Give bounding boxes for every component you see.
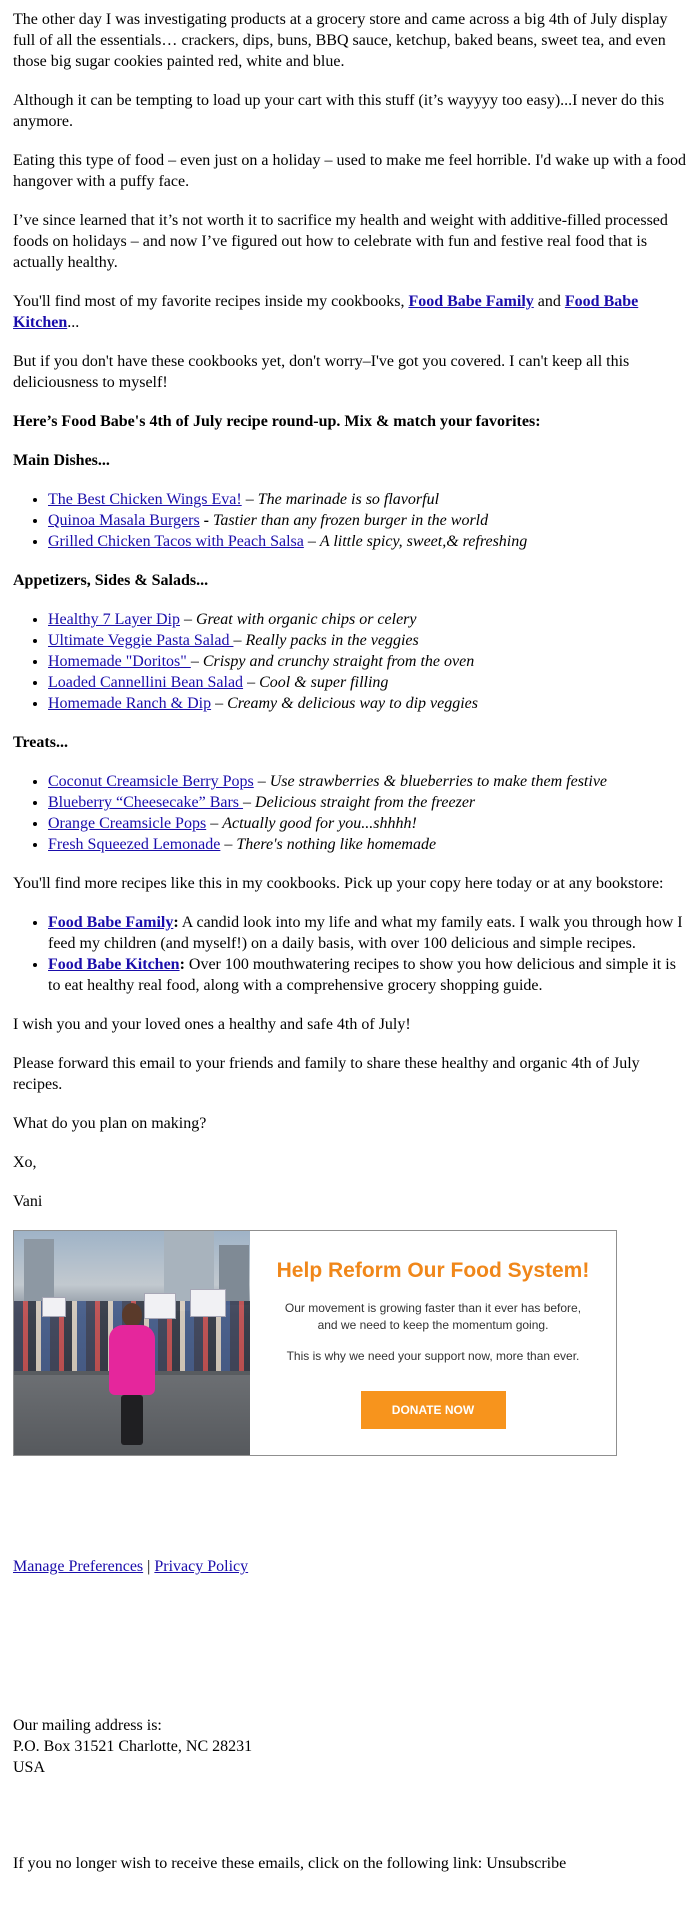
manage-preferences-link[interactable]: Manage Preferences — [13, 1558, 144, 1575]
rally-photo — [14, 1231, 250, 1455]
list-item — [48, 834, 687, 855]
spacer — [13, 1456, 687, 1556]
spacer — [13, 1778, 687, 1853]
recipe-link-lemonade[interactable]: Fresh Squeezed Lemonade — [48, 836, 221, 853]
recipe-link-quinoa-burgers[interactable]: Quinoa Masala Burgers — [48, 512, 200, 529]
intro-paragraph-1: The other day I was investigating products at a grocery store and came across a big 4th of July display full of all the essentials… crackers, dips, buns, BBQ sauce, ketchup, baked beans, sweet tea, and even those big sugar cookies painted red, white and blue. — [13, 11, 668, 70]
footer-separator: | — [147, 1558, 151, 1575]
recipe-desc: Great with organic chips or celery — [195, 611, 417, 628]
recipe-link-berry-pops[interactable]: Coconut Creamsicle Berry Pops — [48, 773, 254, 790]
closing-name: Vani — [13, 1193, 43, 1210]
treats-heading: Treats... — [13, 734, 68, 751]
recipe-link-chicken-tacos[interactable]: Grilled Chicken Tacos with Peach Salsa — [48, 533, 304, 550]
appetizers-heading: Appetizers, Sides & Salads... — [13, 572, 209, 589]
food-babe-family-link[interactable]: Food Babe Family — [408, 293, 534, 310]
donate-banner[interactable] — [13, 1230, 617, 1456]
list-item — [48, 912, 687, 954]
recipe-sep: – — [253, 773, 270, 790]
recipe-desc: Tastier than any frozen burger in the world — [213, 512, 489, 529]
recipe-sep: – — [190, 653, 203, 670]
closing-forward: Please forward this email to your friends and family to share these healthy and organic 4th of July recipes. — [13, 1055, 640, 1093]
recipe-desc: Really packs in the veggies — [245, 632, 419, 649]
cookbook-colon: : — [179, 956, 185, 973]
cookbook-link-kitchen[interactable]: Food Babe Kitchen — [48, 956, 180, 973]
cookbooks-intro: You'll find more recipes like this in my cookbooks. Pick up your copy here today or at any bookstore: — [13, 875, 664, 892]
cookbooks-list — [13, 912, 687, 996]
woman-legs — [121, 1395, 143, 1445]
recipe-desc: Use strawberries & blueberries to make them festive — [269, 773, 608, 790]
intro-p5-mid: and — [533, 293, 565, 310]
recipe-sep: – — [241, 491, 258, 508]
privacy-policy-link[interactable]: Privacy Policy — [154, 1558, 249, 1575]
list-item — [48, 510, 687, 531]
recipe-link-ranch-dip[interactable]: Homemade Ranch & Dip — [48, 695, 212, 712]
recipe-link-7-layer-dip[interactable]: Healthy 7 Layer Dip — [48, 611, 180, 628]
treats-list — [13, 771, 687, 855]
appetizers-list — [13, 609, 687, 714]
cookbook-desc: A candid look into my life and what my family eats. I walk you through how I feed my children (and myself!) on a daily basis, with over 100 delicious and simple recipes. — [48, 914, 683, 952]
recipe-desc: A little spicy, sweet,& refreshing — [319, 533, 528, 550]
recipe-desc: Cool & super filling — [259, 674, 389, 691]
intro-paragraph-6: But if you don't have these cookbooks yet, don't worry–I've got you covered. I can't keep all this deliciousness to myself! — [13, 353, 630, 391]
address-label: Our mailing address is: — [13, 1717, 162, 1734]
recipe-sep: – — [303, 533, 320, 550]
list-item — [48, 672, 687, 693]
recipe-sep: - — [199, 512, 213, 529]
list-item — [48, 489, 687, 510]
recipe-sep: – — [220, 836, 237, 853]
recipe-desc: Creamy & delicious way to dip veggies — [227, 695, 478, 712]
list-item — [48, 609, 687, 630]
footer-links — [13, 1556, 687, 1577]
cookbook-desc: Over 100 mouthwatering recipes to show you how delicious and simple it is to eat healthy real food, along with a comprehensive grocery shopping guide. — [48, 956, 676, 994]
spacer — [13, 1595, 687, 1715]
main-dishes-list — [13, 489, 687, 552]
pink-coat — [109, 1325, 155, 1395]
protest-sign — [42, 1297, 66, 1317]
list-item — [48, 693, 687, 714]
list-item — [48, 531, 687, 552]
recipe-desc: The marinade is so flavorful — [257, 491, 440, 508]
banner-title: Help Reform Our Food System! — [276, 1259, 590, 1282]
mailing-address — [13, 1715, 687, 1778]
address-line: P.O. Box 31521 Charlotte, NC 28231 — [13, 1738, 253, 1755]
recipe-desc: There's nothing like homemade — [236, 836, 437, 853]
intro-paragraph-5 — [13, 291, 687, 333]
list-item — [48, 651, 687, 672]
list-item — [48, 954, 687, 996]
recipe-link-bean-salad[interactable]: Loaded Cannellini Bean Salad — [48, 674, 244, 691]
recipe-sep: – — [206, 815, 223, 832]
list-item — [48, 630, 687, 651]
main-dishes-heading: Main Dishes... — [13, 452, 110, 469]
roundup-heading: Here’s Food Babe's 4th of July recipe round-up. Mix & match your favorites: — [13, 413, 541, 430]
banner-text — [250, 1231, 616, 1455]
banner-body-2: This is why we need your support now, more than ever. — [286, 1349, 580, 1363]
intro-paragraph-4: I’ve since learned that it’s not worth it to sacrifice my health and weight with additive-filled processed foods on holidays – and now I’ve figured out how to celebrate with fun and festive real food that is actually healthy. — [13, 212, 668, 271]
recipe-link-cheesecake-bars[interactable]: Blueberry “Cheesecake” Bars — [48, 794, 244, 811]
list-item — [48, 813, 687, 834]
closing-question: What do you plan on making? — [13, 1115, 207, 1132]
woman-head — [122, 1303, 142, 1327]
intro-paragraph-2: Although it can be tempting to load up your cart with this stuff (it’s wayyyy too easy)...I never do this anymore. — [13, 92, 665, 130]
food-babe-kitchen-link[interactable]: Food Babe Kitchen — [13, 293, 639, 331]
donate-now-button[interactable]: DONATE NOW — [361, 1391, 506, 1429]
list-item — [48, 792, 687, 813]
closing-wish: I wish you and your loved ones a healthy and safe 4th of July! — [13, 1016, 411, 1033]
recipe-sep: – — [211, 695, 228, 712]
intro-p5-pre: You'll find most of my favorite recipes inside my cookbooks, — [13, 293, 409, 310]
recipe-link-creamsicle-pops[interactable]: Orange Creamsicle Pops — [48, 815, 207, 832]
banner-body: Our movement is growing faster than it ever has before, and we need to keep the momentum going. — [284, 1301, 582, 1332]
closing-signoff: Xo, — [13, 1154, 37, 1171]
cookbook-link-family[interactable]: Food Babe Family — [48, 914, 174, 931]
woman-figure — [109, 1303, 155, 1453]
recipe-desc: Delicious straight from the freezer — [255, 794, 476, 811]
cookbook-colon: : — [173, 914, 179, 931]
recipe-link-chicken-wings[interactable]: The Best Chicken Wings Eva! — [48, 491, 242, 508]
recipe-desc: Actually good for you...shhhh! — [222, 815, 417, 832]
recipe-sep: – — [243, 794, 256, 811]
recipe-desc: Crispy and crunchy straight from the oven — [202, 653, 475, 670]
recipe-sep: – — [179, 611, 196, 628]
address-country: USA — [13, 1759, 46, 1776]
list-item — [48, 771, 687, 792]
recipe-link-pasta-salad[interactable]: Ultimate Veggie Pasta Salad — [48, 632, 234, 649]
intro-p5-post: ... — [67, 314, 80, 331]
recipe-sep: – — [233, 632, 246, 649]
intro-paragraph-3: Eating this type of food – even just on a holiday – used to make me feel horrible. I'd wake up with a food hangover with a puffy face. — [13, 152, 686, 190]
unsubscribe-text[interactable]: If you no longer wish to receive these emails, click on the following link: Unsubscribe — [13, 1855, 567, 1872]
protest-sign — [190, 1289, 226, 1317]
recipe-link-doritos[interactable]: Homemade "Doritos" — [48, 653, 191, 670]
recipe-sep: – — [243, 674, 260, 691]
